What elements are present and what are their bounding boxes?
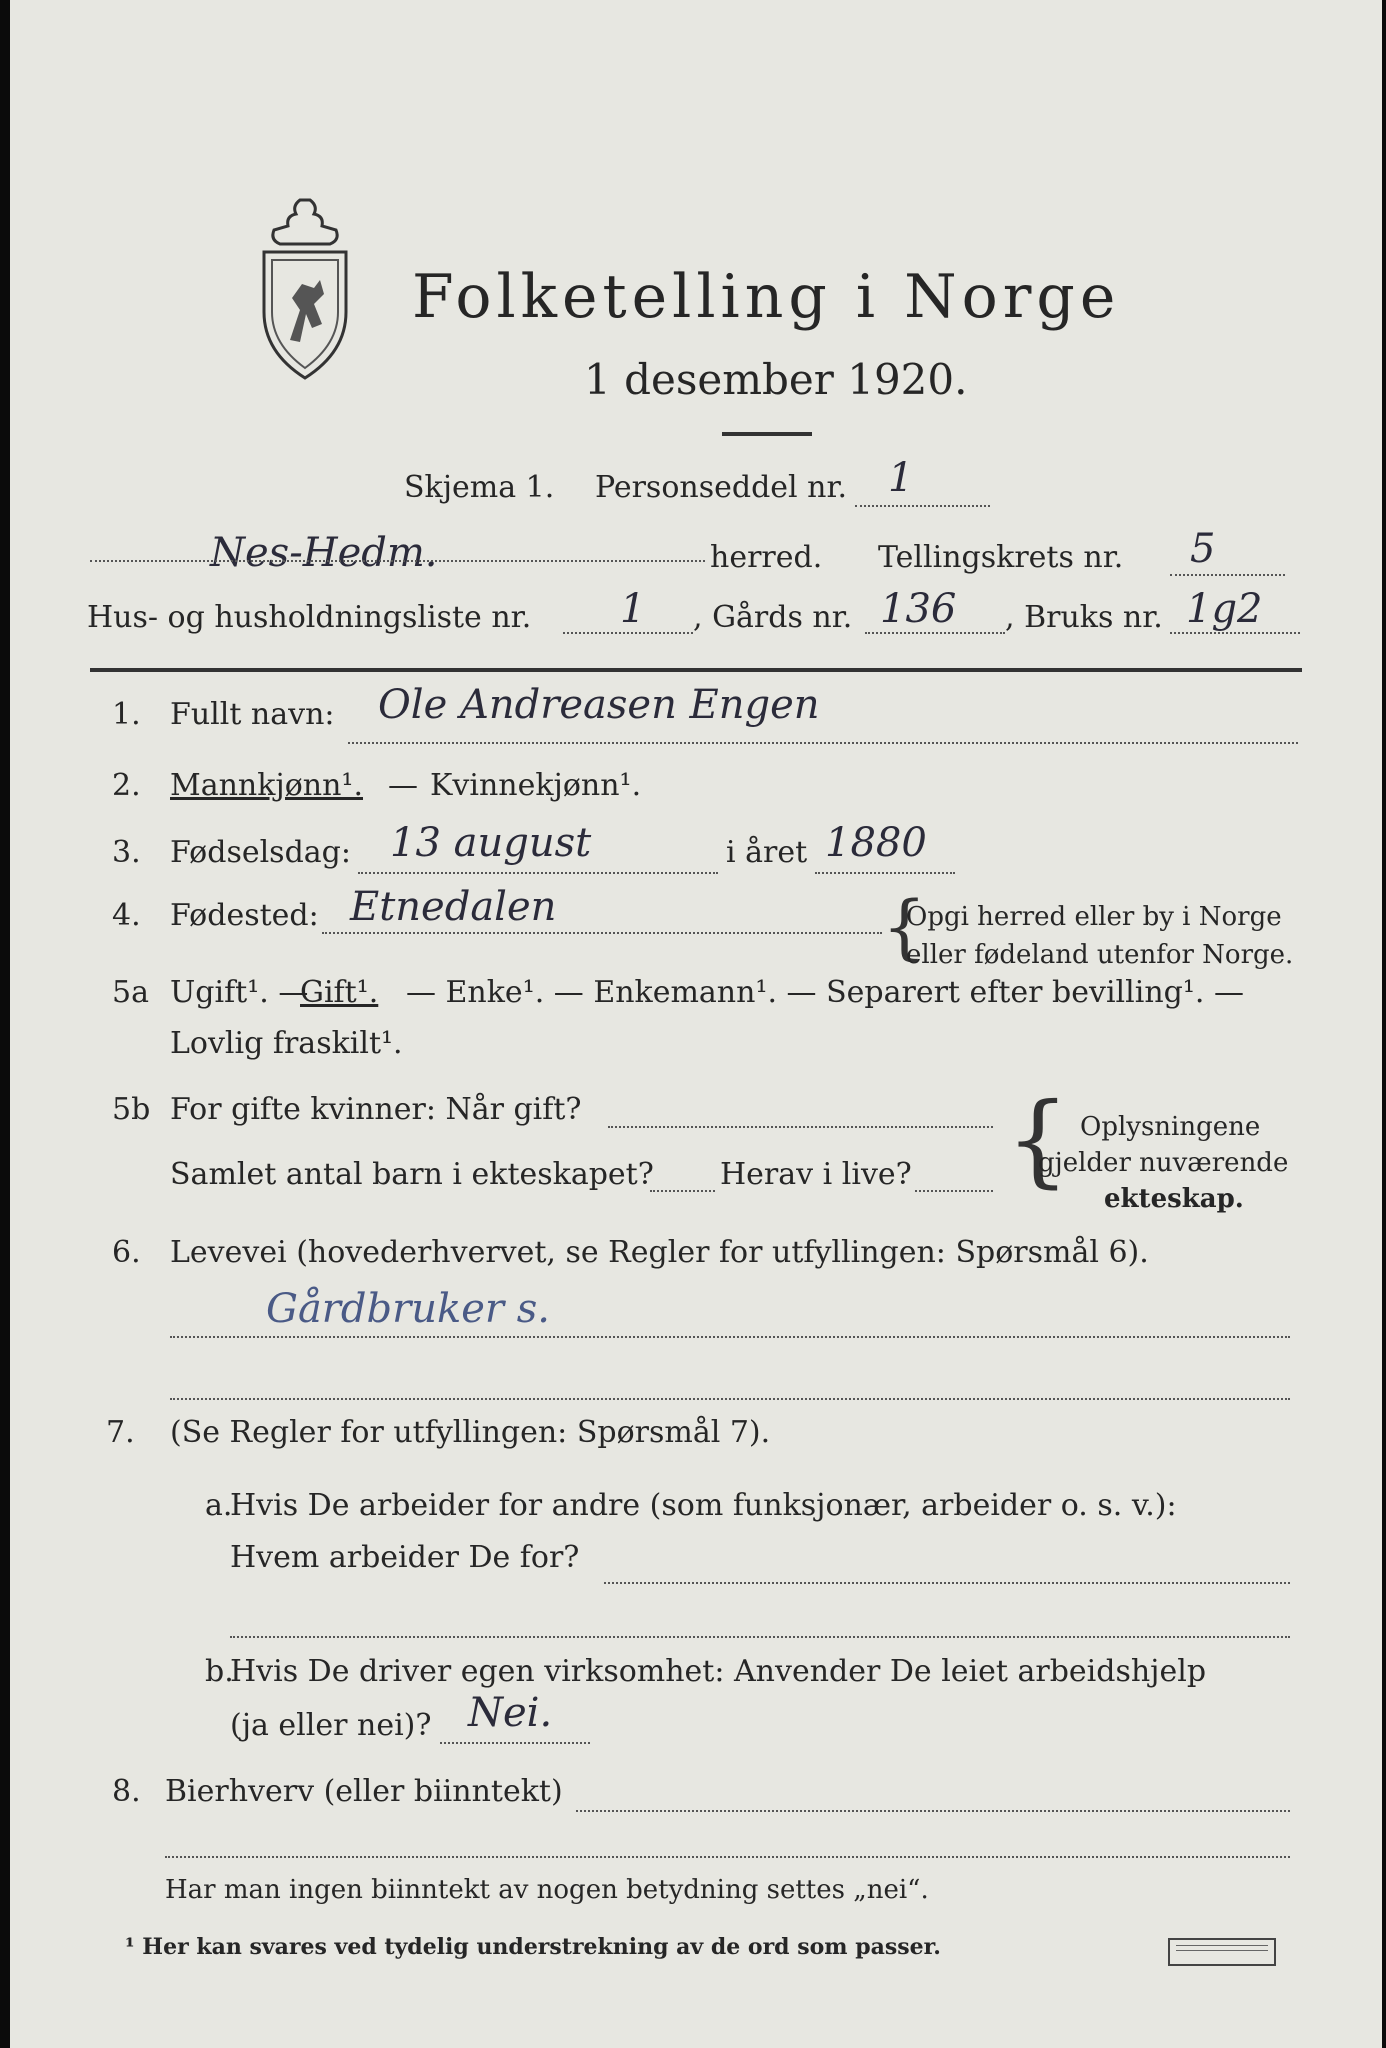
q3-year-dots [815,872,955,874]
q4-note-line1: Opgi herred eller by i Norge [906,902,1282,932]
q7a-line1: Hvis De arbeider for andre (som funksjonær, arbeider o. s. v.): [230,1488,1177,1523]
q7b-dots [440,1742,590,1744]
tellingskrets-value: 5 [1190,526,1216,572]
q1-value: Ole Andreasen Engen [378,682,820,728]
tellingskrets-dots [1170,574,1285,576]
q5b-alive-label: Herav i live? [720,1157,912,1192]
q4-label: Fødested: [170,898,319,933]
q5b-note-line2: gjelder nuværende [1038,1148,1289,1178]
q7-label: (Se Regler for utfyllingen: Spørsmål 7). [170,1415,771,1450]
q4-brace: { [882,886,927,968]
q6-dots-1 [170,1336,1290,1338]
q4-note-line2: eller fødeland utenfor Norge. [906,940,1294,970]
footnote: ¹ Her kan svares ved tydelig understrekning av de ord som passer. [125,1934,941,1960]
herred-value: Nes-Hedm. [210,530,438,576]
census-date: 1 desember 1920. [584,355,968,404]
hus-dots [563,632,693,634]
gards-dots [865,632,1005,634]
hus-value: 1 [620,586,646,632]
q5b-children-dots [650,1190,715,1192]
q3-dots [358,872,718,874]
gards-label: , Gårds nr. [693,600,853,635]
gards-value: 136 [880,586,957,632]
q5b-married-dots [608,1126,993,1128]
q6-number: 6. [112,1235,141,1270]
q3-year-label: i året [726,835,808,870]
q2-female: Kvinnekjønn¹. [430,768,642,803]
q1-dots [348,742,1298,744]
q5b-number: 5b [112,1092,151,1127]
q7-number: 7. [106,1415,135,1450]
q2-number: 2. [112,768,141,803]
q5a-gift: Gift¹. [300,975,379,1010]
q8-dots-1 [576,1810,1290,1812]
q5b-note-line3: ekteskap. [1104,1184,1244,1214]
q6-value: Gårdbruker s. [266,1286,551,1332]
q5a-ugift: Ugift¹. — [170,975,309,1010]
q6-dots-2 [170,1398,1290,1400]
q4-number: 4. [112,898,141,933]
q4-dots [322,932,882,934]
coat-of-arms-icon [250,190,360,390]
personseddel-value: 1 [888,455,914,501]
title-rule [722,432,812,436]
bruks-label: , Bruks nr. [1005,600,1163,635]
personseddel-label: Personseddel nr. [595,470,848,505]
tellingskrets-label: Tellingskrets nr. [878,540,1124,575]
bruks-value: 1g2 [1186,586,1263,632]
census-form-page [10,0,1382,2048]
q7b-value: Nei. [468,1690,553,1736]
q4-value: Etnedalen [350,884,557,930]
herred-label: herred. [710,540,823,575]
q3-year-value: 1880 [825,820,927,866]
hus-label: Hus- og husholdningsliste nr. [87,600,532,635]
q2-male: Mannkjønn¹. [170,768,363,803]
q5b-alive-dots [915,1190,993,1192]
q2-separator: — [388,768,418,803]
q7a-dots-1 [604,1582,1290,1584]
header-divider [90,668,1302,672]
q6-label: Levevei (hovederhvervet, se Regler for utfyllingen: Spørsmål 6). [170,1235,1149,1270]
q7b-letter: b. [205,1654,234,1689]
q7a-dots-2 [230,1636,1290,1638]
bruks-dots [1170,632,1300,634]
q7a-line2: Hvem arbeider De for? [230,1540,580,1575]
printer-stamp [1168,1938,1276,1966]
q5b-note-line1: Oplysningene [1080,1112,1261,1142]
q5a-number: 5a [112,975,149,1010]
q5a-line2: Lovlig fraskilt¹. [170,1026,403,1061]
form-title: Folketelling i Norge [412,262,1121,332]
q3-number: 3. [112,835,141,870]
skjema-label: Skjema 1. [404,470,555,505]
q3-label: Fødselsdag: [170,835,351,870]
q5b-brace: { [1006,1081,1070,1198]
q8-dots-2 [165,1856,1290,1858]
q8-number: 8. [112,1774,141,1809]
q7b-line2: (ja eller nei)? [230,1708,432,1743]
q1-label: Fullt navn: [170,697,335,732]
q5a-options: — Enke¹. — Enkemann¹. — Separert efter bevilling¹. — [406,975,1244,1010]
q7a-letter: a. [205,1488,233,1523]
no-income-note: Har man ingen biinntekt av nogen betydning settes „nei“. [165,1875,929,1905]
herred-dots [90,560,705,562]
q5b-line1: For gifte kvinner: Når gift? [170,1092,582,1127]
q5b-children-label: Samlet antal barn i ekteskapet? [170,1157,654,1192]
personseddel-dots [855,505,990,507]
q3-value: 13 august [390,820,592,866]
q8-label: Bierhverv (eller biinntekt) [165,1774,563,1809]
q7b-line1: Hvis De driver egen virksomhet: Anvender De leiet arbeidshjelp [230,1654,1207,1689]
q1-number: 1. [112,697,141,732]
